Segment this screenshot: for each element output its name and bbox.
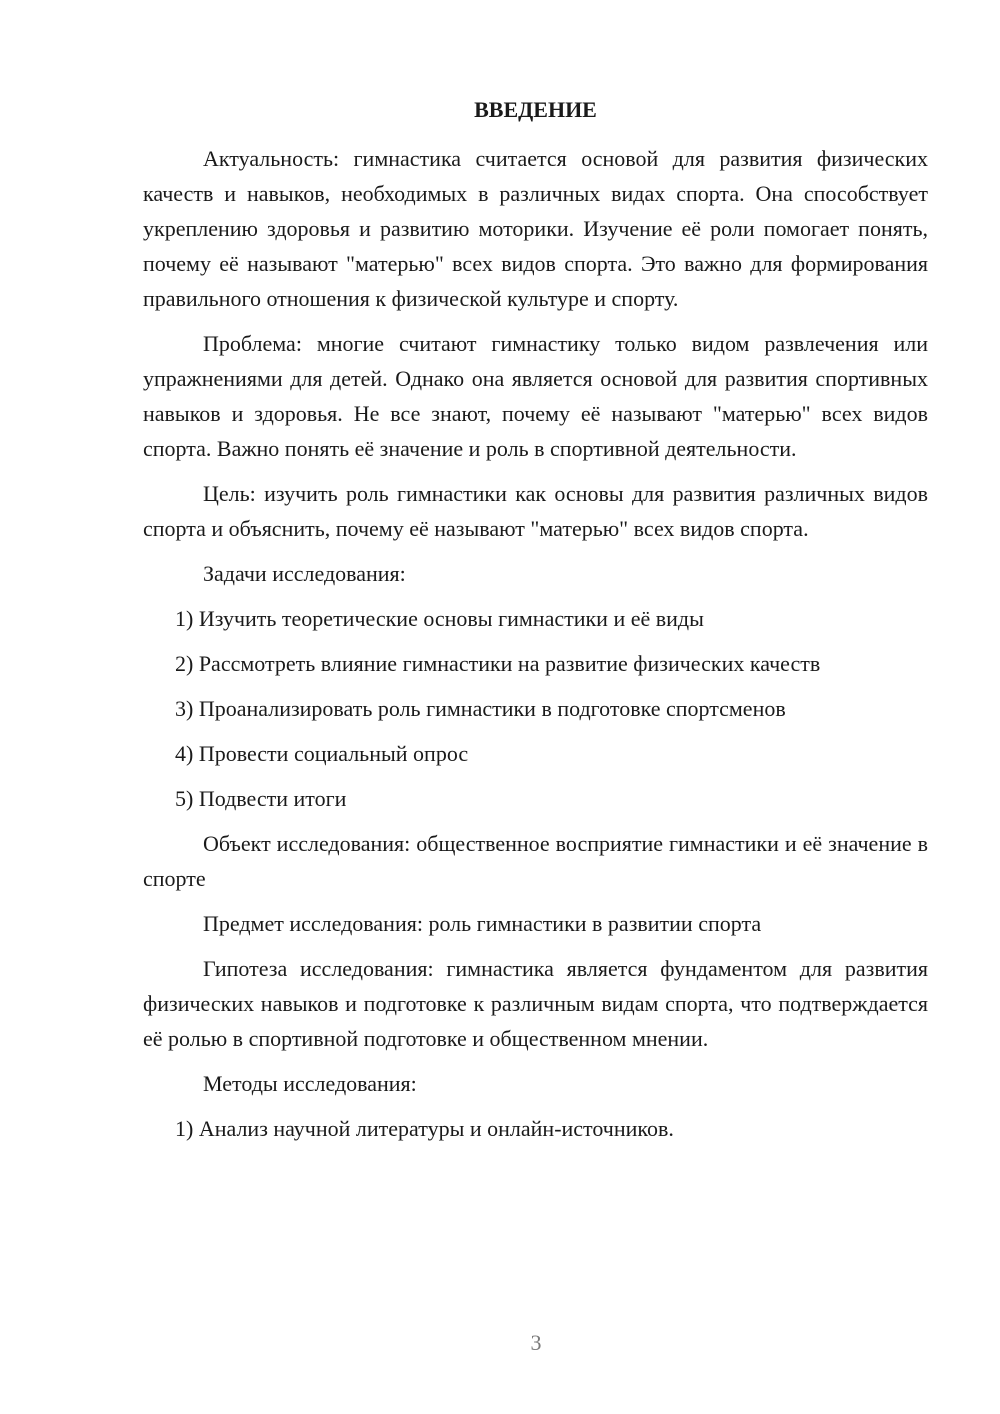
tasks-heading: Задачи исследования: xyxy=(203,561,406,586)
methods-heading: Методы исследования: xyxy=(203,1071,417,1096)
goal-paragraph: Цель: изучить роль гимнастики как основы для развития различных видов спорта и объяснить, почему её называют "матерью" всех видов спорта. xyxy=(143,481,928,541)
page-content xyxy=(143,92,928,1156)
list-item: 1) Изучить теоретические основы гимнастики и её виды xyxy=(175,606,704,631)
hypothesis-paragraph: Гипотеза исследования: гимнастика является фундаментом для развития физических навыков и подготовке к различным видам спорта, что подтверждается её ролью в спортивной подготовке и общественном мнении. xyxy=(143,956,928,1051)
page-number: 3 xyxy=(530,1330,542,1355)
object-paragraph: Объект исследования: общественное восприятие гимнастики и её значение в спорте xyxy=(143,831,928,891)
subject-paragraph: Предмет исследования: роль гимнастики в развитии спорта xyxy=(203,911,762,936)
relevance-paragraph: Актуальность: гимнастика считается основой для развития физических качеств и навыков, необходимых в различных видах спорта. Она способствует укреплению здоровья и развитию моторики. Изучение её роли помогает понять, почему её называют "матерью" всех видов спорта. Это важно для формирования правильного отношения к физической культуре и спорту. xyxy=(143,146,928,311)
list-item: 5) Подвести итоги xyxy=(175,786,347,811)
list-item: 4) Провести социальный опрос xyxy=(175,741,469,766)
methods-list xyxy=(143,1111,928,1146)
list-item: 2) Рассмотреть влияние гимнастики на развитие физических качеств xyxy=(175,651,821,676)
tasks-list xyxy=(143,601,928,816)
page-title: ВВЕДЕНИЕ xyxy=(474,97,597,122)
problem-paragraph: Проблема: многие считают гимнастику только видом развлечения или упражнениями для детей. Однако она является основой для развития спортивных навыков и здоровья. Не все знают, почему её называют "матерью" всех видов спорта. Важно понять её значение и роль в спортивной деятельности. xyxy=(143,331,928,461)
list-item: 1) Анализ научной литературы и онлайн-источников. xyxy=(175,1116,674,1141)
list-item: 3) Проанализировать роль гимнастики в подготовке спортсменов xyxy=(175,696,786,721)
